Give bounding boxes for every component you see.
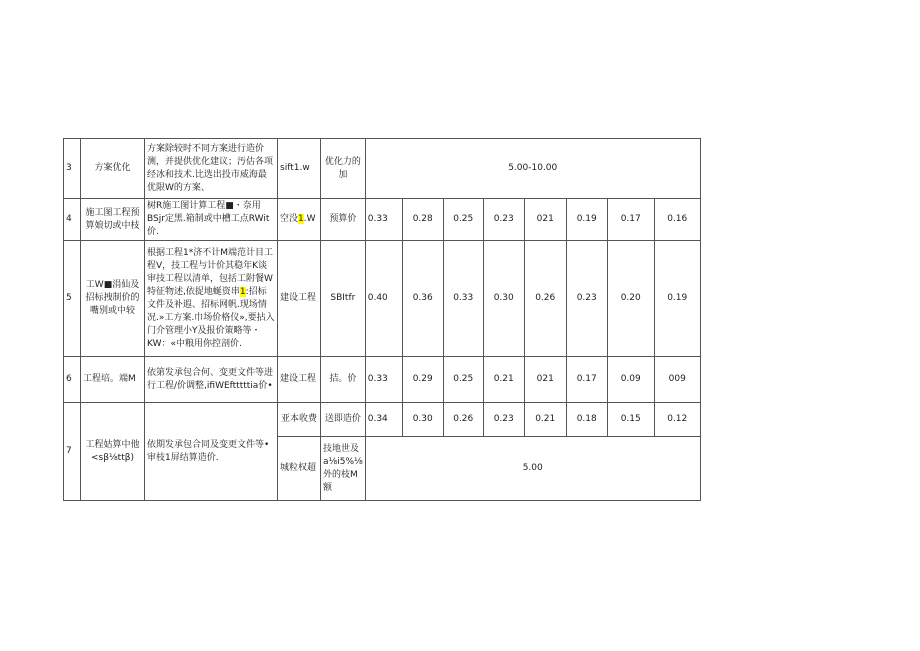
work-content-post: :招标文件及补遐、招标网帆.现场情况.»工方案.巾场价格仪»,要拈入门介管理小Y及报价策略等・KW：«中粮用你控剖价.	[147, 286, 275, 349]
rate-cell: 0.09	[607, 357, 654, 403]
item-name: 施工图工程预算娘切或中枝	[81, 199, 145, 241]
item-name: 工程培。端M	[81, 357, 145, 403]
fee-basis: sift1.w	[278, 139, 321, 199]
fee-basis: 亚本收费	[278, 403, 321, 437]
fee-basis-post: .W	[303, 214, 316, 224]
table-row	[64, 357, 701, 403]
work-content: 依期发承包合同及变更文件等•审枝1屏结算造价.	[145, 403, 278, 501]
rate-cell: 0.20	[607, 241, 654, 357]
calc-method: 预算价	[321, 199, 366, 241]
work-content-pre: 根据工程1*济不计M端范计目工程V，技工程与计价其稳年K谈审技工程以清单，包括工附餐W特征物述,依捉地蜒资串	[147, 247, 273, 297]
fee-basis	[278, 199, 321, 241]
work-content: 树R施工图计算工程■・奈用BSjr定黑.箱制或中槽工点RWit价.	[145, 199, 278, 241]
rate-cell: 0.16	[654, 199, 700, 241]
rate-cell: 0.21	[524, 403, 566, 437]
table-row	[64, 139, 701, 199]
rate-cell: 0.21	[483, 357, 524, 403]
calc-method: 送即造价	[321, 403, 366, 437]
rate-cell: 0.33	[365, 199, 402, 241]
rate-cell: 0.33	[443, 241, 483, 357]
rate-cell: 0.18	[566, 403, 607, 437]
item-name: 方案优化	[81, 139, 145, 199]
fee-basis: 城粒权超	[278, 437, 321, 501]
rate-cell: 0.26	[524, 241, 566, 357]
rate-cell: 0.17	[607, 199, 654, 241]
calc-method: 拮。价	[321, 357, 366, 403]
rate-cell: 0.34	[365, 403, 402, 437]
rate-cell: 0.23	[483, 199, 524, 241]
work-content: 依第发承包合何、变更文件等进行工程/价调整,ifiWEftttttia价•	[145, 357, 278, 403]
fee-basis-pre: 空没	[280, 214, 299, 224]
table-row	[64, 199, 701, 241]
rate-cell: 0.30	[402, 403, 443, 437]
row-number: 5	[64, 241, 81, 357]
rate-cell: 0.28	[402, 199, 443, 241]
rate-cell: 0.40	[365, 241, 402, 357]
table-row	[64, 241, 701, 357]
rate-cell: 0.17	[566, 357, 607, 403]
fee-basis: 建设工程	[278, 357, 321, 403]
rate-range: 5.00-10.00	[365, 139, 700, 199]
calc-method: 技地世及a⅛i5%⅛外的枝M额	[321, 437, 366, 501]
rate-cell: 021	[524, 357, 566, 403]
item-name: 工W■涓仙及招标拽制价的嘴别或中较	[81, 241, 145, 357]
item-name: 工程姑算中他<sβ⅛ttβ)	[81, 403, 145, 501]
rate-cell: 0.33	[365, 357, 402, 403]
calc-method: SBItfr	[321, 241, 366, 357]
rate-cell: 0.15	[607, 403, 654, 437]
rate-cell: 021	[524, 199, 566, 241]
highlight-mark: 1	[239, 286, 246, 297]
rate-cell: 0.23	[566, 241, 607, 357]
fee-rate-table	[63, 138, 701, 501]
rate-cell: 0.19	[654, 241, 700, 357]
highlight-mark: 1	[298, 214, 304, 224]
rate-cell: 0.29	[402, 357, 443, 403]
row-number: 4	[64, 199, 81, 241]
row-number: 7	[64, 403, 81, 501]
work-content	[145, 241, 278, 357]
rate-cell: 0.12	[654, 403, 700, 437]
rate-cell: 0.25	[443, 199, 483, 241]
rate-cell: 009	[654, 357, 700, 403]
fee-basis: 建设工程	[278, 241, 321, 357]
work-content: 方案除较时不同方案进行造价测，并提供优化建议；汚估各项经冰和技术.比选出投市威海最优限W的方案、	[145, 139, 278, 199]
table-row	[64, 403, 701, 437]
rate-cell: 0.30	[483, 241, 524, 357]
calc-method: 优化力的加	[321, 139, 366, 199]
rate-cell: 0.23	[483, 403, 524, 437]
row-number: 3	[64, 139, 81, 199]
rate-range: 5.00	[365, 437, 700, 501]
rate-cell: 0.19	[566, 199, 607, 241]
row-number: 6	[64, 357, 81, 403]
rate-cell: 0.26	[443, 403, 483, 437]
rate-cell: 0.25	[443, 357, 483, 403]
rate-cell: 0.36	[402, 241, 443, 357]
